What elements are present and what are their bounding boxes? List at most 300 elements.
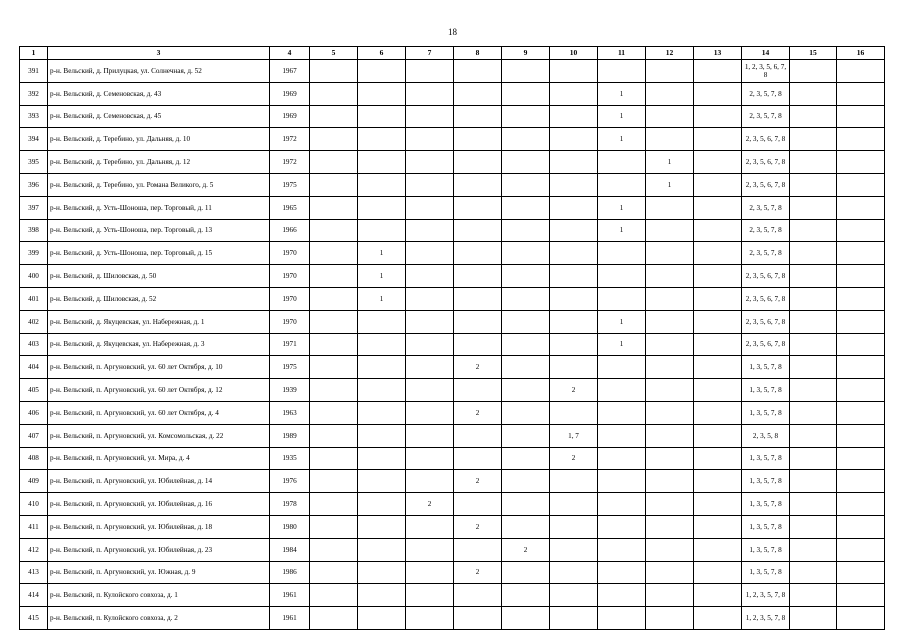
table-cell: 1 (598, 82, 646, 105)
table-cell (310, 310, 358, 333)
table-cell (598, 356, 646, 379)
table-cell (837, 310, 885, 333)
year-cell: 1967 (270, 60, 310, 83)
table-cell (598, 607, 646, 630)
table-cell: 1, 3, 5, 7, 8 (742, 538, 790, 561)
table-cell (790, 401, 837, 424)
table-cell (310, 173, 358, 196)
table-cell (502, 265, 550, 288)
table-cell (406, 60, 454, 83)
address-cell: р-н. Вельский, д. Теребино, ул. Романа Великого, д. 5 (48, 173, 270, 196)
table-cell (454, 538, 502, 561)
table-cell (358, 128, 406, 151)
column-header: 7 (406, 47, 454, 60)
table-cell: 1 (358, 242, 406, 265)
table-row (20, 424, 885, 447)
table-cell (406, 173, 454, 196)
table-cell (454, 128, 502, 151)
year-cell: 1961 (270, 607, 310, 630)
table-cell (790, 356, 837, 379)
table-cell (310, 265, 358, 288)
table-cell (694, 128, 742, 151)
row-number-cell: 395 (20, 151, 48, 174)
table-cell (310, 470, 358, 493)
table-cell (550, 310, 598, 333)
table-cell (454, 584, 502, 607)
table-row (20, 60, 885, 83)
year-cell: 1970 (270, 265, 310, 288)
table-cell (790, 151, 837, 174)
table-cell (502, 219, 550, 242)
table-row (20, 310, 885, 333)
table-cell (310, 424, 358, 447)
table-cell: 2 (454, 356, 502, 379)
table-cell (358, 584, 406, 607)
table-row (20, 561, 885, 584)
table-cell (694, 60, 742, 83)
table-cell (502, 379, 550, 402)
table-cell (550, 401, 598, 424)
table-row (20, 105, 885, 128)
table-cell (837, 356, 885, 379)
table-cell (598, 584, 646, 607)
year-cell: 1972 (270, 128, 310, 151)
row-number-cell: 399 (20, 242, 48, 265)
table-cell (694, 287, 742, 310)
table-cell (646, 401, 694, 424)
table-cell (837, 196, 885, 219)
table-cell: 1, 3, 5, 7, 8 (742, 470, 790, 493)
table-cell: 2, 3, 5, 6, 7, 8 (742, 151, 790, 174)
table-row (20, 196, 885, 219)
table-cell: 1, 7 (550, 424, 598, 447)
table-cell (310, 447, 358, 470)
table-cell (694, 219, 742, 242)
table-cell (406, 424, 454, 447)
table-cell (598, 515, 646, 538)
table-cell (646, 561, 694, 584)
table-cell: 1, 2, 3, 5, 7, 8 (742, 607, 790, 630)
year-cell: 1970 (270, 310, 310, 333)
table-cell (694, 424, 742, 447)
table-cell (694, 151, 742, 174)
table-cell (358, 538, 406, 561)
table-cell (837, 561, 885, 584)
table-cell: 2 (550, 379, 598, 402)
table-cell (837, 333, 885, 356)
table-cell (837, 584, 885, 607)
year-cell: 1970 (270, 287, 310, 310)
row-number-cell: 402 (20, 310, 48, 333)
table-cell (406, 447, 454, 470)
table-cell (550, 219, 598, 242)
year-cell: 1978 (270, 493, 310, 516)
table-row (20, 333, 885, 356)
table-cell (310, 105, 358, 128)
table-cell (358, 401, 406, 424)
column-header: 13 (694, 47, 742, 60)
table-cell: 2, 3, 5, 6, 7, 8 (742, 333, 790, 356)
table-cell (790, 584, 837, 607)
row-number-cell: 409 (20, 470, 48, 493)
table-cell (406, 151, 454, 174)
table-cell (790, 82, 837, 105)
address-cell: р-н. Вельский, д. Теребино, ул. Дальняя, д. 12 (48, 151, 270, 174)
table-cell (646, 105, 694, 128)
table-cell (310, 128, 358, 151)
table-cell: 2, 3, 5, 6, 7, 8 (742, 173, 790, 196)
column-header: 4 (270, 47, 310, 60)
table-cell (454, 196, 502, 219)
table-cell (837, 401, 885, 424)
table-cell (358, 173, 406, 196)
column-header: 16 (837, 47, 885, 60)
table-cell (310, 515, 358, 538)
table-cell (694, 265, 742, 288)
table-cell (358, 379, 406, 402)
table-cell (550, 470, 598, 493)
table-cell (790, 470, 837, 493)
table-row (20, 538, 885, 561)
table-cell: 1, 3, 5, 7, 8 (742, 379, 790, 402)
year-cell: 1970 (270, 242, 310, 265)
table-row (20, 447, 885, 470)
table-cell: 2, 3, 5, 7, 8 (742, 242, 790, 265)
table-cell: 2 (454, 515, 502, 538)
table-cell (694, 310, 742, 333)
table-cell (502, 515, 550, 538)
table-cell: 2 (550, 447, 598, 470)
address-cell: р-н. Вельский, д. Шиловская, д. 50 (48, 265, 270, 288)
table-cell (790, 310, 837, 333)
year-cell: 1976 (270, 470, 310, 493)
table-cell (406, 82, 454, 105)
row-number-cell: 413 (20, 561, 48, 584)
table-cell (454, 151, 502, 174)
table-cell (406, 401, 454, 424)
table-cell (837, 105, 885, 128)
address-cell: р-н. Вельский, д. Якуцевская, ул. Набережная, д. 3 (48, 333, 270, 356)
table-cell (310, 379, 358, 402)
table-cell (358, 333, 406, 356)
table-cell (790, 447, 837, 470)
table-cell (310, 333, 358, 356)
row-number-cell: 398 (20, 219, 48, 242)
table-cell (358, 310, 406, 333)
table-cell (502, 128, 550, 151)
table-cell (646, 82, 694, 105)
table-cell (454, 287, 502, 310)
address-cell: р-н. Вельский, п. Кулойского совхоза, д. 2 (48, 607, 270, 630)
table-cell (310, 60, 358, 83)
table-cell (790, 607, 837, 630)
table-cell (454, 424, 502, 447)
table-cell (358, 447, 406, 470)
year-cell: 1966 (270, 219, 310, 242)
year-cell: 1975 (270, 173, 310, 196)
year-cell: 1965 (270, 196, 310, 219)
table-cell (550, 287, 598, 310)
table-cell (646, 447, 694, 470)
column-header: 8 (454, 47, 502, 60)
table-cell (406, 538, 454, 561)
table-cell (837, 242, 885, 265)
table-cell (598, 447, 646, 470)
table-cell (646, 424, 694, 447)
address-cell: р-н. Вельский, п. Аргуновский, ул. Комсомольская, д. 22 (48, 424, 270, 447)
table-cell (837, 493, 885, 516)
table-cell: 2 (454, 561, 502, 584)
year-cell: 1971 (270, 333, 310, 356)
table-cell (598, 173, 646, 196)
table-cell (310, 584, 358, 607)
table-cell (406, 607, 454, 630)
table-cell (550, 584, 598, 607)
table-cell (598, 60, 646, 83)
table-cell (310, 401, 358, 424)
table-cell (454, 60, 502, 83)
table-cell: 1 (598, 196, 646, 219)
table-row (20, 173, 885, 196)
table-cell (790, 219, 837, 242)
table-row (20, 151, 885, 174)
table-cell (790, 173, 837, 196)
table-cell (358, 561, 406, 584)
page-number: 18 (448, 27, 457, 37)
table-cell (406, 196, 454, 219)
row-number-cell: 392 (20, 82, 48, 105)
table-cell: 2 (406, 493, 454, 516)
table-cell (358, 60, 406, 83)
table-cell (550, 265, 598, 288)
table-cell (406, 470, 454, 493)
table-cell (694, 538, 742, 561)
table-cell (454, 105, 502, 128)
address-cell: р-н. Вельский, д. Семеновская, д. 45 (48, 105, 270, 128)
table-cell (406, 265, 454, 288)
table-cell (694, 584, 742, 607)
column-header: 14 (742, 47, 790, 60)
table-cell: 2, 3, 5, 6, 7, 8 (742, 287, 790, 310)
table-cell (598, 424, 646, 447)
table-row (20, 265, 885, 288)
table-row (20, 515, 885, 538)
table-cell: 1 (646, 151, 694, 174)
row-number-cell: 397 (20, 196, 48, 219)
year-cell: 1939 (270, 379, 310, 402)
row-number-cell: 408 (20, 447, 48, 470)
table-body (20, 60, 885, 630)
table-cell (837, 82, 885, 105)
table-cell (358, 493, 406, 516)
address-cell: р-н. Вельский, п. Аргуновский, ул. 60 лет Октября, д. 12 (48, 379, 270, 402)
table-cell (502, 287, 550, 310)
table-cell: 1, 3, 5, 7, 8 (742, 401, 790, 424)
table-cell (310, 561, 358, 584)
table-cell: 1, 2, 3, 5, 7, 8 (742, 584, 790, 607)
table-cell (646, 356, 694, 379)
table-cell (502, 242, 550, 265)
table-cell (694, 242, 742, 265)
table-cell: 1, 3, 5, 7, 8 (742, 561, 790, 584)
table-cell: 1 (358, 265, 406, 288)
table-cell (406, 105, 454, 128)
table-cell (454, 242, 502, 265)
table-cell (406, 219, 454, 242)
table-cell (358, 470, 406, 493)
address-cell: р-н. Вельский, п. Аргуновский, ул. 60 лет Октября, д. 4 (48, 401, 270, 424)
table-cell: 2 (454, 401, 502, 424)
table-cell (646, 265, 694, 288)
table-cell (694, 173, 742, 196)
table-cell (502, 60, 550, 83)
table-cell (310, 538, 358, 561)
table-cell (502, 196, 550, 219)
row-number-cell: 394 (20, 128, 48, 151)
table-cell (502, 607, 550, 630)
column-header: 11 (598, 47, 646, 60)
table-cell (454, 333, 502, 356)
address-cell: р-н. Вельский, п. Аргуновский, ул. 60 лет Октября, д. 10 (48, 356, 270, 379)
row-number-cell: 400 (20, 265, 48, 288)
table-cell (646, 196, 694, 219)
table-cell: 1 (598, 128, 646, 151)
table-cell (502, 173, 550, 196)
table-cell (550, 333, 598, 356)
table-cell (550, 242, 598, 265)
table-cell (406, 356, 454, 379)
address-cell: р-н. Вельский, п. Аргуновский, ул. Юбилейная, д. 23 (48, 538, 270, 561)
row-number-cell: 403 (20, 333, 48, 356)
table-cell (406, 310, 454, 333)
table-cell (598, 379, 646, 402)
table-cell (310, 607, 358, 630)
table-cell (646, 219, 694, 242)
table-cell (550, 105, 598, 128)
table-cell (502, 356, 550, 379)
table-cell (550, 607, 598, 630)
table-cell: 2, 3, 5, 6, 7, 8 (742, 128, 790, 151)
table-cell (502, 82, 550, 105)
address-cell: р-н. Вельский, п. Аргуновский, ул. Южная, д. 9 (48, 561, 270, 584)
table-row (20, 379, 885, 402)
table-cell (790, 128, 837, 151)
address-cell: р-н. Вельский, п. Аргуновский, ул. Юбилейная, д. 14 (48, 470, 270, 493)
table-cell: 1 (598, 310, 646, 333)
table-cell (358, 219, 406, 242)
table-cell (837, 287, 885, 310)
table-cell (837, 607, 885, 630)
row-number-cell: 414 (20, 584, 48, 607)
year-cell: 1963 (270, 401, 310, 424)
table-cell: 1 (598, 105, 646, 128)
table-cell (550, 82, 598, 105)
table-cell (790, 379, 837, 402)
address-cell: р-н. Вельский, д. Шиловская, д. 52 (48, 287, 270, 310)
table-cell (694, 493, 742, 516)
table-row (20, 401, 885, 424)
row-number-cell: 393 (20, 105, 48, 128)
table-cell (694, 470, 742, 493)
table-cell (598, 265, 646, 288)
row-number-cell: 411 (20, 515, 48, 538)
table-cell (454, 82, 502, 105)
table-cell (454, 379, 502, 402)
row-number-cell: 412 (20, 538, 48, 561)
table-cell (598, 493, 646, 516)
table-cell (790, 287, 837, 310)
table-cell (646, 242, 694, 265)
table-row (20, 470, 885, 493)
address-cell: р-н. Вельский, д. Усть-Шоноша, пер. Торговый, д. 15 (48, 242, 270, 265)
table-cell (358, 607, 406, 630)
row-number-cell: 406 (20, 401, 48, 424)
register-table (19, 46, 885, 630)
table-cell (550, 561, 598, 584)
table-cell (790, 515, 837, 538)
table-row (20, 128, 885, 151)
table-cell (646, 60, 694, 83)
address-cell: р-н. Вельский, д. Якуцевская, ул. Набережная, д. 1 (48, 310, 270, 333)
table-cell (837, 219, 885, 242)
table-cell (694, 196, 742, 219)
year-cell: 1986 (270, 561, 310, 584)
year-cell: 1961 (270, 584, 310, 607)
table-cell (550, 151, 598, 174)
table-cell (454, 607, 502, 630)
table-cell (406, 584, 454, 607)
table-cell (502, 447, 550, 470)
table-cell: 1, 3, 5, 7, 8 (742, 356, 790, 379)
table-cell (837, 60, 885, 83)
table-cell (550, 515, 598, 538)
column-header: 5 (310, 47, 358, 60)
table-cell: 2, 3, 5, 7, 8 (742, 219, 790, 242)
table-cell (406, 128, 454, 151)
table-cell (502, 333, 550, 356)
table-cell (550, 538, 598, 561)
table-row (20, 242, 885, 265)
year-cell: 1984 (270, 538, 310, 561)
table-cell (646, 584, 694, 607)
table-cell: 2, 3, 5, 6, 7, 8 (742, 310, 790, 333)
table-cell (310, 196, 358, 219)
table-cell (694, 515, 742, 538)
table-cell (598, 561, 646, 584)
table-cell (790, 493, 837, 516)
column-header: 12 (646, 47, 694, 60)
column-header: 15 (790, 47, 837, 60)
table-cell (837, 424, 885, 447)
address-cell: р-н. Вельский, д. Усть-Шоноша, пер. Торговый, д. 11 (48, 196, 270, 219)
address-cell: р-н. Вельский, п. Аргуновский, ул. Юбилейная, д. 18 (48, 515, 270, 538)
table-cell (550, 60, 598, 83)
table-cell (598, 287, 646, 310)
row-number-cell: 407 (20, 424, 48, 447)
table-cell (790, 60, 837, 83)
table-cell (502, 151, 550, 174)
table-row (20, 493, 885, 516)
table-cell (406, 515, 454, 538)
address-cell: р-н. Вельский, п. Аргуновский, ул. Мира, д. 4 (48, 447, 270, 470)
table-cell: 1, 2, 3, 5, 6, 7, 8 (742, 60, 790, 83)
table-cell (502, 584, 550, 607)
table-cell (790, 105, 837, 128)
table-cell (358, 82, 406, 105)
table-cell: 1 (598, 219, 646, 242)
table-cell (646, 128, 694, 151)
table-cell (358, 356, 406, 379)
